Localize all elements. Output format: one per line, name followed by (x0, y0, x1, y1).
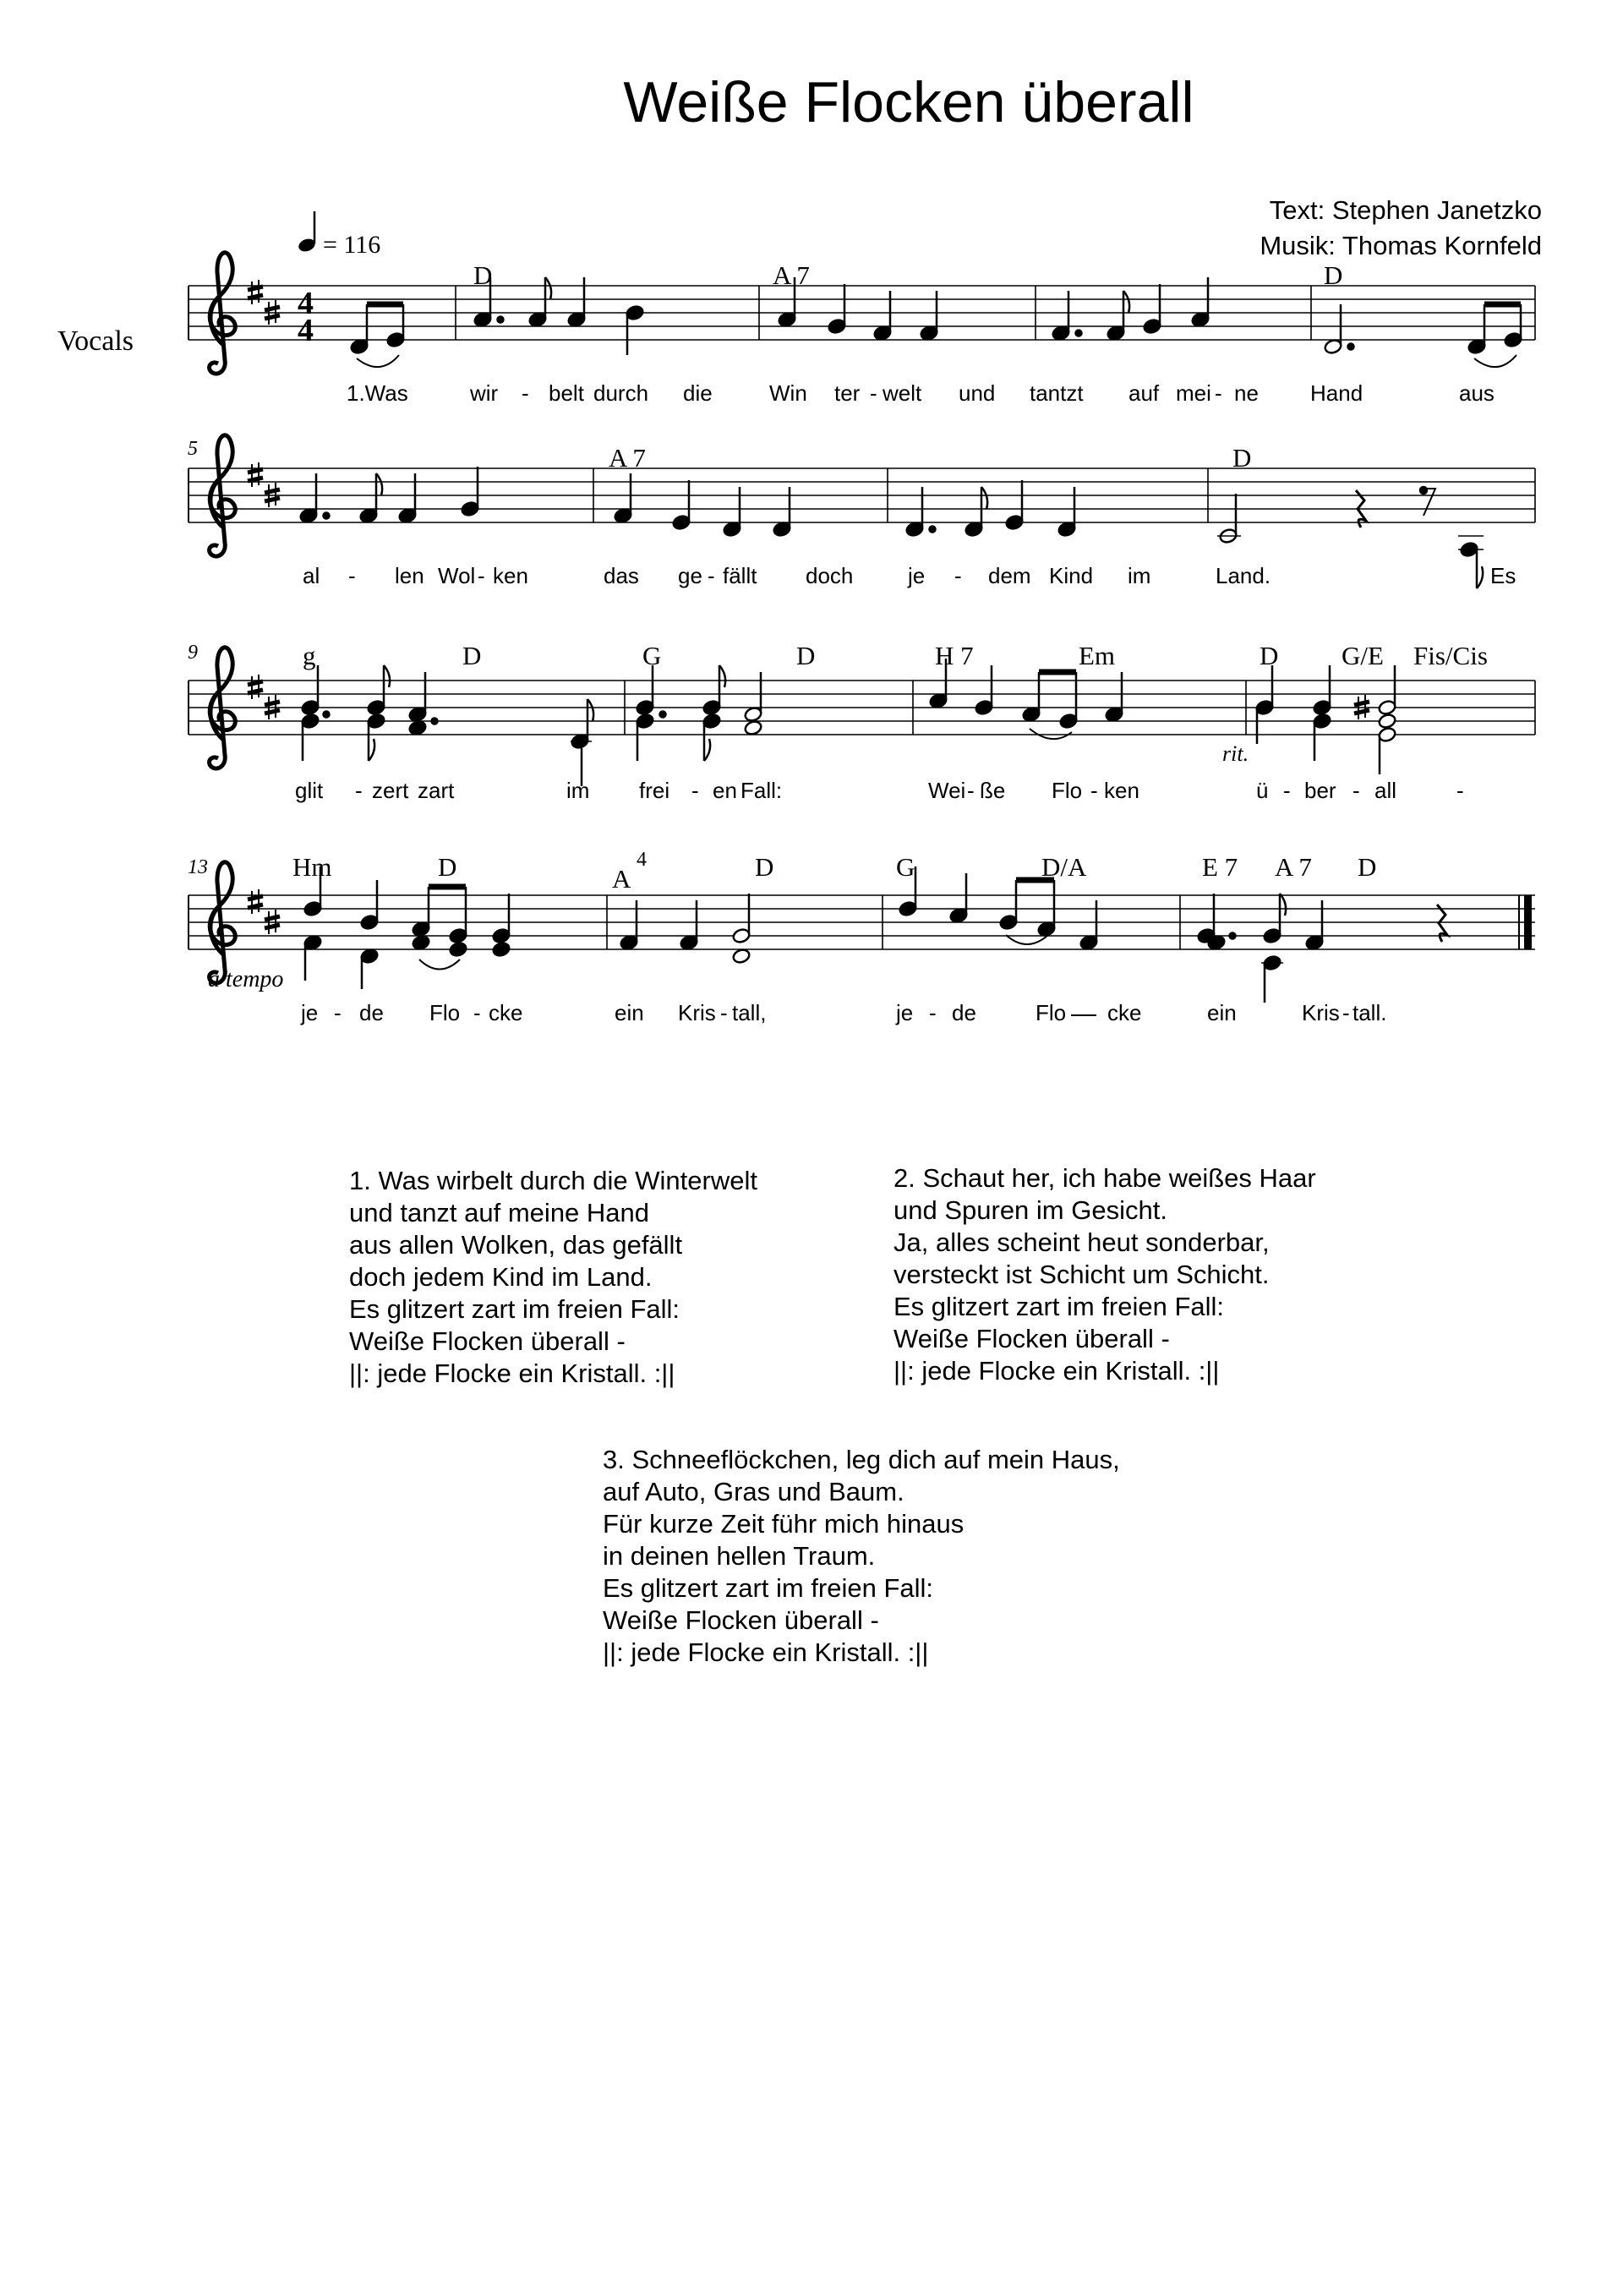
lyric-s4-11: je (896, 1000, 914, 1025)
verse-3-line-5: Es glitzert zart im freien Fall: (603, 1573, 934, 1603)
verse-1-line-2: und tanzt auf meine Hand (349, 1198, 650, 1227)
verse-1-line-1: 1. Was wirbelt durch die Winterwelt (349, 1166, 757, 1195)
verse-1-line-6: Weiße Flocken überall - (349, 1326, 626, 1356)
verse-2-line-6: Weiße Flocken überall - (893, 1324, 1170, 1353)
a-tempo-marking: a tempo (208, 966, 284, 992)
lyric-s1-8: ter (834, 380, 861, 406)
lyric-s4-7: ein (615, 1000, 644, 1025)
verse-1-line-4: doch jedem Kind im Land. (349, 1262, 653, 1292)
lyric-s2-8: ge (678, 563, 702, 588)
lyric-s4-12: - (929, 1000, 937, 1025)
staff-system-4 (188, 849, 1535, 1025)
chord-s3-3: G (642, 641, 662, 670)
lyric-s4-16: ein (1207, 1000, 1237, 1025)
lyric-s2-11: doch (806, 563, 854, 588)
lyric-s3-1: glit (295, 778, 324, 803)
lyric-s2-10: fällt (723, 563, 757, 588)
instrument-name: Vocals (57, 325, 134, 357)
lyric-s3-20: all (1374, 778, 1397, 803)
chord-s1-1: D (473, 260, 493, 290)
lyric-s1-15: - (1215, 380, 1222, 406)
lyric-s4-4: Flo (429, 1000, 461, 1025)
lyric-s3-7: - (691, 778, 699, 803)
verse-1 (349, 1165, 757, 1390)
verse-3-line-2: auf Auto, Gras und Baum. (603, 1477, 904, 1506)
sharp-f (248, 675, 263, 699)
lyric-s2-6: ken (493, 563, 528, 588)
chord-s2-1: A 7 (609, 443, 646, 473)
lyric-s3-3: zert (372, 778, 409, 803)
lyric-s3-14: - (1090, 778, 1098, 803)
verse-3-line-3: Für kurze Zeit führ mich hinaus (603, 1509, 965, 1539)
sheet-music-score (0, 0, 1623, 1099)
chord-s4-2: D (438, 852, 457, 882)
lyric-s1-6: die (683, 380, 713, 406)
verse-2-line-4: versteckt ist Schicht um Schicht. (893, 1260, 1270, 1289)
lyric-s2-15: Kind (1049, 563, 1094, 588)
lyric-s3-19: - (1352, 778, 1360, 803)
chord-s4-8: E 7 (1202, 852, 1238, 882)
lyric-s3-6: frei (639, 778, 670, 803)
verse-2-line-2: und Spuren im Gesicht. (893, 1195, 1167, 1225)
lyric-s4-9: - (720, 1000, 728, 1025)
chord-s4-6: G (896, 852, 915, 882)
lyric-s1-17: Hand (1310, 380, 1363, 406)
lyric-s3-18: ber (1304, 778, 1336, 803)
lyric-s3-5: im (566, 778, 590, 803)
lyric-s3-12: ße (980, 778, 1006, 803)
lyric-s1-3: - (522, 380, 529, 406)
verse-1-line-3: aus allen Wolken, das gefällt (349, 1230, 683, 1260)
chord-s3-2: D (462, 641, 482, 670)
lyric-s4-18: - (1342, 1000, 1350, 1025)
lyric-s4-10: tall, (732, 1000, 767, 1025)
lyric-s1-13: auf (1128, 380, 1160, 406)
chord-s4-9: A 7 (1275, 852, 1312, 882)
staff-system-3 (188, 641, 1535, 803)
lyric-s4-14: Flo (1036, 1000, 1067, 1025)
lyric-s1-1: 1.Was (347, 380, 408, 406)
lyric-s3-10: Wei (928, 778, 966, 803)
lyric-s4-19: tall. (1352, 1000, 1387, 1025)
lyric-s1-9: - (870, 380, 877, 406)
lyric-s4-1: je (301, 1000, 319, 1025)
composer-credit: Musik: Thomas Kornfeld (1260, 231, 1542, 260)
verse-3 (603, 1444, 1120, 1669)
staff-system-1 (189, 253, 1535, 406)
tempo-value: = 116 (323, 231, 381, 259)
lyric-s2-1: al (303, 563, 320, 588)
lyric-s1-14: mei (1176, 380, 1211, 406)
chord-s3-5: H 7 (935, 641, 974, 670)
sharp-f (248, 280, 263, 304)
song-title: Weiße Flocken überall (623, 70, 1194, 134)
verse-2-line-1: 2. Schaut her, ich habe weißes Haar (893, 1163, 1316, 1193)
lyric-s4-5: - (473, 1000, 481, 1025)
lyric-s1-5: durch (593, 380, 649, 406)
lyric-s3-11: - (967, 778, 975, 803)
lyric-s3-4: zart (418, 778, 455, 803)
lyric-s4-8: Kris (678, 1000, 716, 1025)
time-sig-bottom: 4 (298, 313, 314, 348)
lyric-s2-3: len (395, 563, 424, 588)
time-sig-top: 4 (298, 286, 314, 321)
chord-s3-8: G/E (1342, 641, 1384, 670)
tempo-marking (297, 211, 380, 259)
lyric-s2-18: Es (1490, 563, 1516, 588)
lyric-s2-12: je (908, 563, 926, 588)
lyric-s2-5: - (478, 563, 485, 588)
lyric-s1-4: belt (549, 380, 584, 406)
chord-s4-7: D/A (1041, 852, 1087, 882)
chord-s3-6: Em (1079, 641, 1116, 670)
verse-2-line-3: Ja, alles scheint heut sonderbar, (893, 1227, 1270, 1257)
lyric-s3-8: en (713, 778, 737, 803)
lyric-s4-2: - (334, 1000, 342, 1025)
lyric-s1-11: und (959, 380, 996, 406)
verse-2-line-7: ||: jede Flocke ein Kristall. :|| (893, 1356, 1220, 1386)
lyricist-credit: Text: Stephen Janetzko (1269, 195, 1542, 225)
lyric-s2-4: Wol (438, 563, 476, 588)
verse-1-line-7: ||: jede Flocke ein Kristall. :|| (349, 1358, 675, 1388)
lyric-s4-6: cke (489, 1000, 523, 1025)
verse-1-line-5: Es glitzert zart im freien Fall: (349, 1294, 680, 1324)
lyric-s2-16: im (1128, 563, 1151, 588)
chord-s1-2: A 7 (773, 260, 810, 290)
lyric-s3-2: - (355, 778, 363, 803)
lyric-s4-13: de (952, 1000, 976, 1025)
chord-s4-5: D (755, 852, 774, 882)
lyric-s2-13: - (954, 563, 962, 588)
lyric-s2-17: Land. (1216, 563, 1271, 588)
measure-number-13: 13 (188, 856, 208, 878)
lyric-s3-15: ken (1104, 778, 1139, 803)
chord-s4-3: A (612, 864, 631, 894)
lyric-s1-10: welt (883, 380, 922, 406)
lyric-s1-18: aus (1459, 380, 1495, 406)
chord-s1-3: D (1324, 260, 1343, 290)
lyric-s3-17: - (1283, 778, 1291, 803)
chord-s3-7: D (1260, 641, 1279, 670)
lyric-s3-9: Fall: (740, 778, 783, 803)
lyric-s2-7: das (604, 563, 639, 588)
lyric-s2-2: - (348, 563, 356, 588)
ritardando-marking: rit. (1222, 741, 1249, 766)
lyric-s3-21: - (1456, 778, 1464, 803)
verse-3-line-1: 3. Schneeflöckchen, leg dich auf mein Haus, (603, 1445, 1120, 1474)
lyric-s2-9: - (708, 563, 715, 588)
verse-3-line-6: Weiße Flocken überall - (603, 1605, 879, 1635)
verse-2 (893, 1162, 1316, 1387)
lyric-s1-12: tantzt (1030, 380, 1084, 406)
verse-3-line-4: in deinen hellen Traum. (603, 1541, 876, 1571)
chord-s4-1: Hm (292, 852, 332, 882)
lyric-s1-2: wir (470, 380, 499, 406)
lyric-s1-16: ne (1234, 380, 1259, 406)
chord-s2-2: D (1232, 443, 1252, 473)
verse-3-line-7: ||: jede Flocke ein Kristall. :|| (603, 1637, 929, 1667)
staff-system-2 (188, 435, 1535, 588)
lyric-s3-13: Flo (1052, 778, 1083, 803)
lyric-s1-7: Win (769, 380, 807, 406)
sharp-f (248, 462, 263, 487)
measure-number-9: 9 (188, 642, 198, 664)
lyric-s3-16: ü (1256, 778, 1269, 803)
chord-s4-10: D (1358, 852, 1377, 882)
chord-s3-1: g (303, 641, 316, 670)
chord-s3-9: Fis/Cis (1413, 641, 1488, 670)
lyric-s4-17: Kris (1302, 1000, 1340, 1025)
verse-2-line-5: Es glitzert zart im freien Fall: (893, 1292, 1225, 1321)
lyric-s2-14: dem (988, 563, 1031, 588)
measure-number-5: 5 (188, 438, 198, 460)
chord-s3-4: D (796, 641, 816, 670)
sharp-f (248, 889, 263, 914)
chord-s4-4: 4 (637, 849, 647, 871)
lyric-s4-3: de (359, 1000, 384, 1025)
lyric-s4-15: cke (1107, 1000, 1142, 1025)
